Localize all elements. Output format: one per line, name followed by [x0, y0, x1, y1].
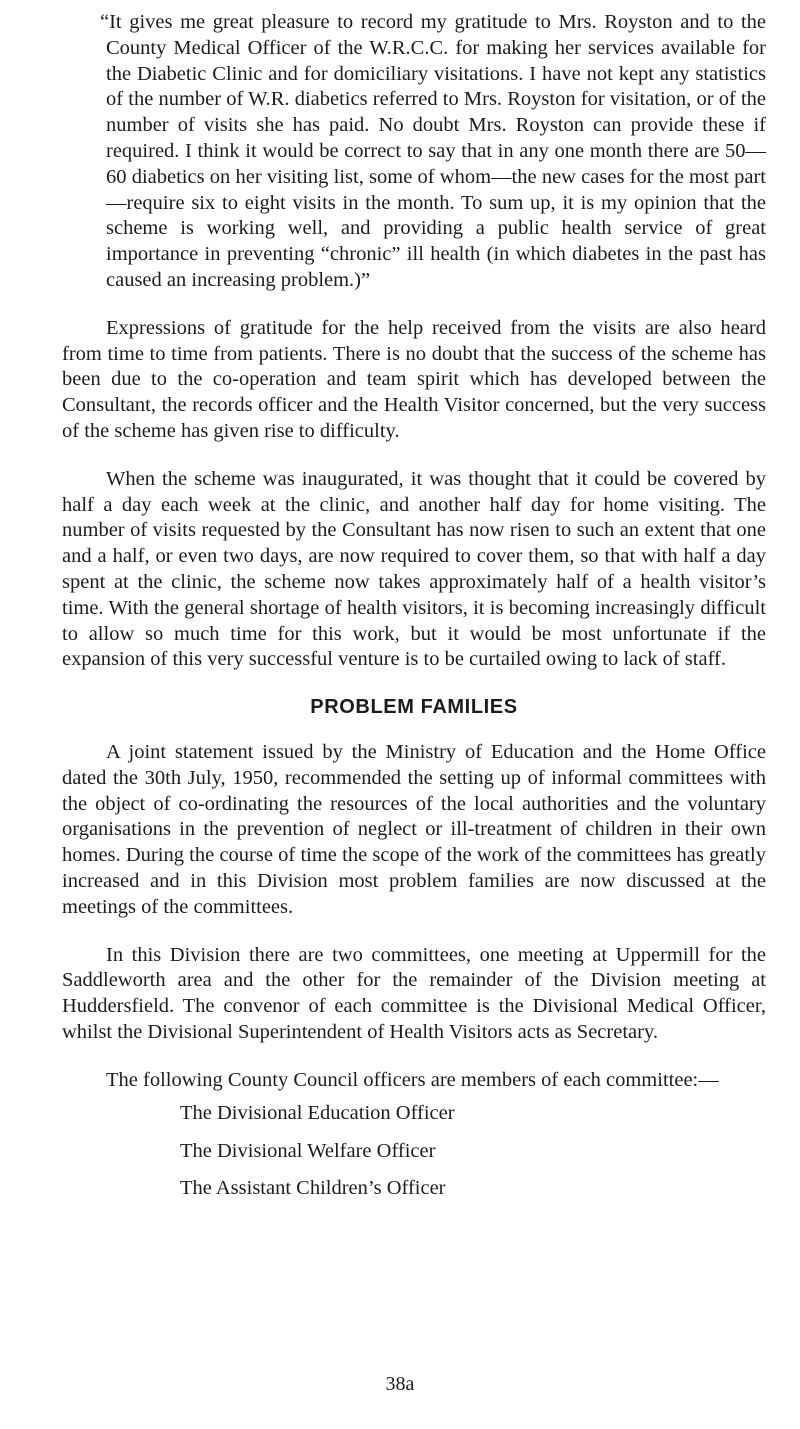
list-item: The Divisional Education Officer: [180, 1102, 455, 1125]
committees-paragraph: In this Division there are two committees, one meeting at Uppermill for the Saddleworth area and the other for the remainder of the Division meeting at Huddersfield. The convenor of each committee is the Divisional Medical Officer, whilst the Divisional Superintendent of Health Visitors acts as Secretary.: [62, 943, 766, 1043]
quoted-letter-paragraph: “It gives me great pleasure to record my gratitude to Mrs. Royston and to the County Medical Officer of the W.R.C.C. for making her services available for the Diabetic Clinic and for domiciliary visitations. I have not kept any statistics of the number of W.R. diabetics referred to Mrs. Royston for visitation, or of the number of visits she has paid. No doubt Mrs. Royston can provide these if required. I think it would be correct to say that in any one month there are 50—60 diabetics on her visiting list, some of whom—the new cases for the most part—require six to eight visits in the month. To sum up, it is my opinion that the scheme is working well, and providing a public health service of great importance in preventing “chronic” ill health (in which diabetes in the past has caused an increasing problem.)”: [100, 11, 766, 291]
page-number: 38a: [385, 1373, 415, 1395]
committee-members-list: [62, 1101, 766, 1202]
section-heading: PROBLEM FAMILIES: [310, 696, 518, 719]
list-item: The Divisional Welfare Officer: [180, 1139, 436, 1162]
document-page: [62, 10, 766, 1214]
gratitude-paragraph: Expressions of gratitude for the help received from the visits are also heard from time to time from patients. There is no doubt that the success of the scheme has been due to the co-operation and team spirit which has developed between the Consultant, the records officer and the Health Visitor concerned, but the very success of the scheme has given rise to difficulty.: [62, 316, 766, 442]
list-item: The Assistant Children’s Officer: [180, 1177, 446, 1200]
scheme-inauguration-paragraph: When the scheme was inaugurated, it was thought that it could be covered by half a day each week at the clinic, and another half day for home visiting. The number of visits requested by the Consultant has now risen to such an extent that one and a half, or even two days, are now required to cover them, so that with half a day spent at the clinic, the scheme now takes approximately half of a health visitor’s time. With the general shortage of health visitors, it is becoming increasingly difficult to allow so much time for this work, but it would be most unfortunate if the expansion of this very successful venture is to be curtailed owing to lack of staff.: [62, 467, 766, 671]
joint-statement-paragraph: A joint statement issued by the Ministry of Education and the Home Office dated the 30th July, 1950, recommended the setting up of informal committees with the object of co-ordinating the resources of the local authorities and the voluntary organisations in the prevention of neglect or ill-treatment of children in their own homes. During the course of time the scope of the work of the committees has greatly increased and in this Division most problem families are now discussed at the meetings of the committees.: [62, 740, 766, 918]
members-intro-paragraph: The following County Council officers are members of each committee:—: [106, 1068, 719, 1091]
